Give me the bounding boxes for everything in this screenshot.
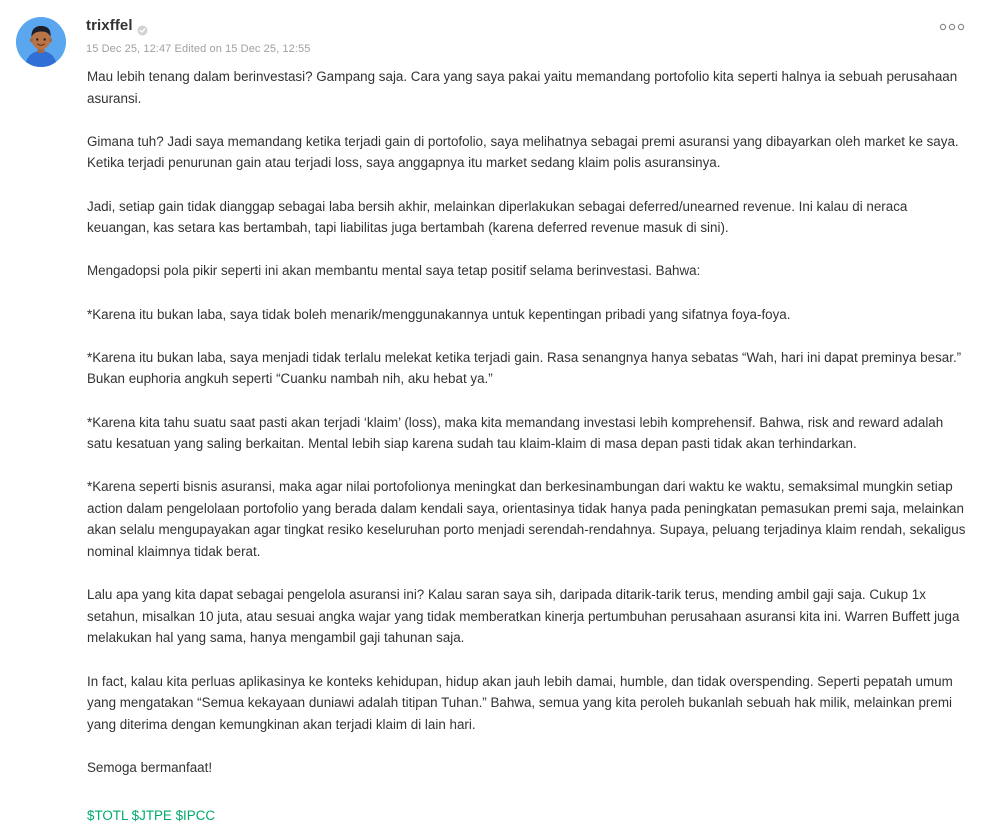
post-body: [87, 66, 967, 800]
post-paragraph: Lalu apa yang kita dapat sebagai pengelola asuransi ini? Kalau saran saya sih, daripada ditarik-tarik terus, mending ambil gaji saja. Cukup 1x setahun, misalkan 10 juta, atau sesuai angka wajar yang tidak memberatkan kinerja pertumbuhan perusahaan asuransi kita ini. Warren Buffett juga melakukan hal yang sama, hanya mengambil gaji tahunan saja.: [87, 587, 960, 646]
post-timestamp: 15 Dec 25, 12:47 Edited on 15 Dec 25, 12:55: [86, 43, 311, 55]
post-paragraph: Jadi, setiap gain tidak dianggap sebagai laba bersih akhir, melainkan diperlakukan sebagai deferred/unearned revenue. Ini kalau di neraca keuangan, kas setara kas bertambah, tapi liabilitas juga bertambah (karena deferred revenue masuk di sini).: [87, 198, 908, 236]
author-username[interactable]: trixffel: [86, 17, 133, 34]
ticker-link-ipcc[interactable]: $IPCC: [175, 808, 216, 823]
verified-badge-icon: [137, 23, 148, 34]
ticker-tags: [87, 805, 215, 827]
post-paragraph: Mau lebih tenang dalam berinvestasi? Gampang saja. Cara yang saya pakai yaitu memandang portofolio kita seperti halnya ia sebuah perusahaan asuransi.: [87, 69, 958, 106]
post-paragraph: Gimana tuh? Jadi saya memandang ketika terjadi gain di portofolio, saya melihatnya sebagai premi asuransi yang dibayarkan oleh market ke saya. Ketika terjadi penurunan gain atau terjadi loss, saya anggapnya itu market sedang klaim polis asuransinya.: [87, 133, 959, 171]
ticker-link-jtpe[interactable]: $JTPE: [131, 808, 172, 823]
post-paragraph: *Karena itu bukan laba, saya tidak boleh menarik/menggunakannya untuk kepentingan pribadi yang sifatnya foya-foya.: [87, 306, 791, 322]
avatar-icon[interactable]: [16, 17, 66, 67]
more-options-icon[interactable]: [936, 19, 968, 35]
post-paragraph: In fact, kalau kita perluas aplikasinya ke konteks kehidupan, hidup akan jauh lebih damai, humble, dan tidak overspending. Seperti pepatah umum yang mengatakan “Semua kekayaan duniawi adalah titipan Tuhan.” Bahwa, semua yang kita peroleh bukanlah sebuah hak milik, melainkan premi yang diterima dengan kemungkinan akan terjadi klaim di lain hari.: [87, 673, 953, 732]
post-paragraph: *Karena seperti bisnis asuransi, maka agar nilai portofolionya meningkat dan berkesinambungan dari waktu ke waktu, semaksimal mungkin setiap action dalam pengelolaan portofolio yang berada dalam kendali saya, orientasinya tidak hanya pada peningkatan pemasukan premi saja, melainkan akan selalu mengupayakan agar tingkat resiko keseluruhan porto menjadi serendah-rendahnya. Supaya, peluang terjadinya klaim rendah, sekaligus nominal klaimnya tidak berat.: [87, 479, 966, 560]
post-paragraph: *Karena itu bukan laba, saya menjadi tidak terlalu melekat ketika terjadi gain. Rasa senangnya hanya sebatas “Wah, hari ini dapat preminya besar.” Bukan euphoria angkuh seperti “Cuanku nambah nih, aku hebat ya.”: [87, 349, 962, 387]
post-paragraph: Mengadopsi pola pikir seperti ini akan membantu mental saya tetap positif selama berinvestasi. Bahwa:: [87, 263, 701, 279]
post-paragraph: *Karena kita tahu suatu saat pasti akan terjadi ‘klaim’ (loss), maka kita memandang investasi lebih komprehensif. Bahwa, risk and reward adalah satu kesatuan yang saling berkaitan. Mental lebih siap karena sudah tau klaim-klaim di masa depan pasti tidak akan terhindarkan.: [87, 414, 944, 452]
ticker-link-totl[interactable]: $TOTL: [87, 808, 128, 823]
post-paragraph: Semoga bermanfaat!: [87, 760, 213, 775]
